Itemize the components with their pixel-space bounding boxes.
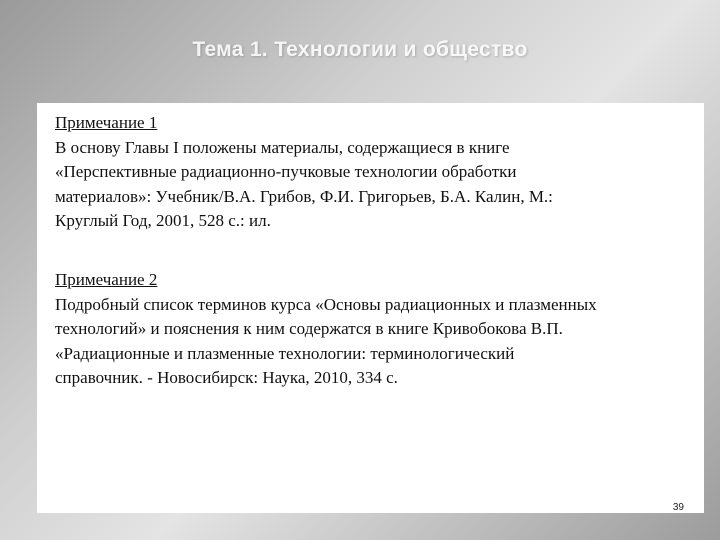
note-1-line: Круглый Год, 2001, 528 с.: ил. xyxy=(55,211,271,230)
note-2-heading: Примечание 2 xyxy=(55,270,158,289)
note-2-line: технологий» и пояснения к ним содержатся в книге Кривобокова В.П. xyxy=(55,319,563,338)
note-1-line: «Перспективные радиационно-пучковые технологии обработки xyxy=(55,162,517,181)
slide-title: Тема 1. Технологии и общество xyxy=(192,38,528,61)
note-1 xyxy=(55,111,695,234)
note-1-body xyxy=(55,136,695,234)
content-panel xyxy=(37,103,704,513)
note-2-body xyxy=(55,293,695,391)
page-number: 39 xyxy=(672,502,684,513)
note-2-line: справочник. - Новосибирск: Наука, 2010, 334 с. xyxy=(55,368,398,387)
note-1-line: В основу Главы I положены материалы, содержащиеся в книге xyxy=(55,137,510,157)
note-2 xyxy=(55,268,695,391)
note-2-line: Подробный список терминов курса «Основы радиационных и плазменных xyxy=(55,294,597,314)
note-1-line: материалов»: Учебник/В.А. Грибов, Ф.И. Григорьев, Б.А. Калин, М.: xyxy=(55,186,553,206)
note-1-heading: Примечание 1 xyxy=(55,113,158,132)
note-2-line: «Радиационные и плазменные технологии: терминологический xyxy=(55,343,515,363)
